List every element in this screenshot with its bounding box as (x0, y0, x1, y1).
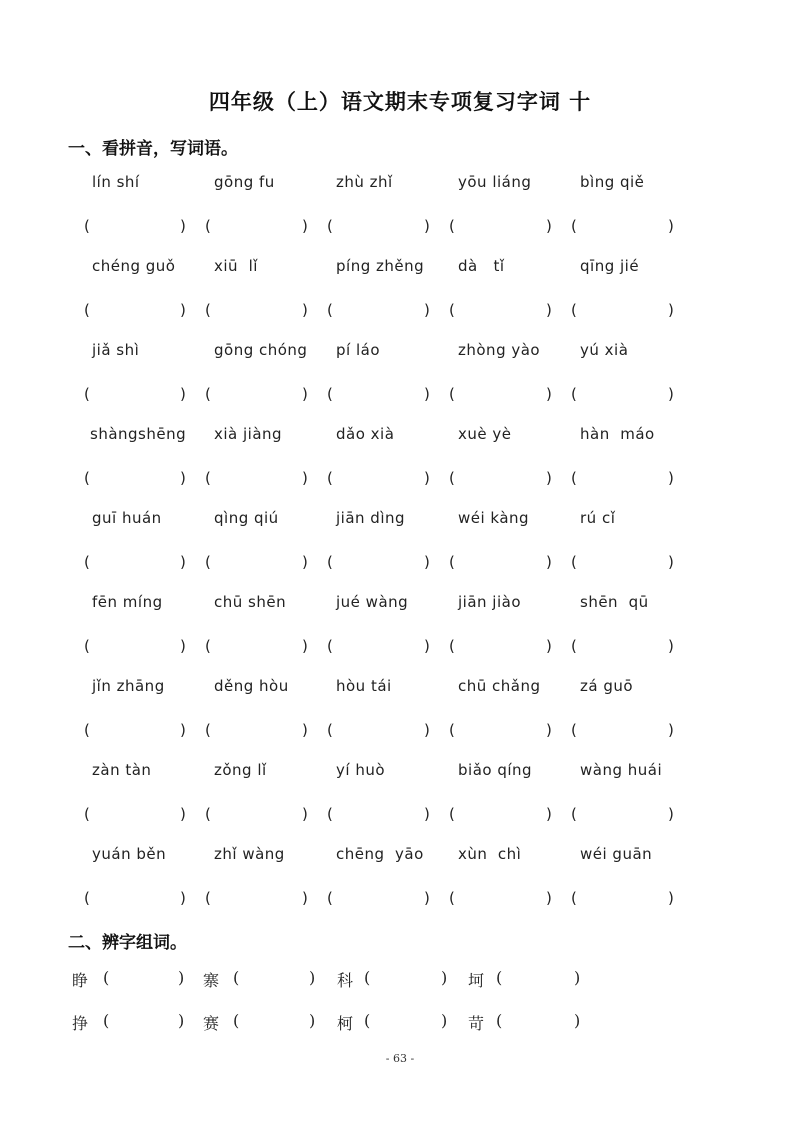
pinyin-prompt: xùn chì (458, 845, 522, 863)
answer-blank-open-paren: ( (364, 1011, 371, 1030)
pinyin-prompt: qīng jié (580, 257, 640, 275)
answer-blank-close-paren: ) (574, 1011, 581, 1030)
answer-blank-open-paren: ( (84, 889, 90, 907)
answer-blank-close-paren: ) (424, 385, 430, 403)
pinyin-prompt: wàng huái (580, 761, 663, 779)
answer-blank-close-paren: ) (546, 301, 552, 319)
character-prompt: 寨 (203, 971, 220, 990)
answer-blank-close-paren: ) (180, 553, 186, 571)
answer-blank-open-paren: ( (103, 968, 110, 987)
answer-blank-open-paren: ( (449, 805, 455, 823)
answer-blank-close-paren: ) (302, 469, 308, 487)
answer-blank-open-paren: ( (205, 217, 211, 235)
answer-blank-close-paren: ) (546, 637, 552, 655)
answer-blank-open-paren: ( (327, 385, 333, 403)
pinyin-prompt: děng hòu (214, 677, 289, 695)
answer-blank-close-paren: ) (302, 385, 308, 403)
answer-blank-open-paren: ( (84, 469, 90, 487)
answer-blank-close-paren: ) (302, 217, 308, 235)
pinyin-prompt: pí láo (336, 341, 380, 359)
answer-blank-open-paren: ( (449, 637, 455, 655)
pinyin-prompt: hòu tái (336, 677, 392, 695)
pinyin-prompt: chēng yāo (336, 845, 424, 863)
answer-blank-close-paren: ) (424, 721, 430, 739)
answer-blank-close-paren: ) (180, 301, 186, 319)
answer-blank-open-paren: ( (571, 385, 577, 403)
answer-blank-open-paren: ( (449, 889, 455, 907)
answer-blank-close-paren: ) (309, 1011, 316, 1030)
pinyin-prompt: hàn máo (580, 425, 655, 443)
pinyin-prompt: rú cǐ (580, 509, 616, 527)
answer-blank-close-paren: ) (424, 301, 430, 319)
answer-blank-open-paren: ( (364, 968, 371, 987)
pinyin-prompt: guī huán (92, 509, 162, 527)
pinyin-prompt: jiǎ shì (92, 341, 140, 359)
answer-blank-close-paren: ) (180, 889, 186, 907)
answer-blank-open-paren: ( (327, 469, 333, 487)
answer-blank-close-paren: ) (302, 889, 308, 907)
answer-blank-close-paren: ) (668, 889, 674, 907)
pinyin-prompt: shàngshēng (90, 425, 187, 443)
answer-blank-close-paren: ) (178, 1011, 185, 1030)
answer-blank-close-paren: ) (668, 721, 674, 739)
answer-blank-open-paren: ( (449, 301, 455, 319)
answer-blank-open-paren: ( (327, 889, 333, 907)
answer-blank-open-paren: ( (571, 301, 577, 319)
pinyin-prompt: xiū lǐ (214, 257, 258, 275)
pinyin-prompt: chéng guǒ (92, 257, 176, 275)
answer-blank-close-paren: ) (302, 637, 308, 655)
answer-blank-close-paren: ) (180, 805, 186, 823)
answer-blank-close-paren: ) (546, 805, 552, 823)
answer-blank-open-paren: ( (327, 217, 333, 235)
answer-blank-open-paren: ( (571, 637, 577, 655)
pinyin-prompt: gōng chóng (214, 341, 308, 359)
answer-blank-open-paren: ( (205, 553, 211, 571)
answer-blank-close-paren: ) (424, 889, 430, 907)
answer-blank-close-paren: ) (668, 385, 674, 403)
answer-blank-open-paren: ( (205, 469, 211, 487)
answer-blank-open-paren: ( (327, 721, 333, 739)
answer-blank-close-paren: ) (546, 385, 552, 403)
answer-blank-close-paren: ) (180, 469, 186, 487)
answer-blank-open-paren: ( (571, 805, 577, 823)
answer-blank-close-paren: ) (441, 968, 448, 987)
answer-blank-open-paren: ( (84, 805, 90, 823)
answer-blank-close-paren: ) (309, 968, 316, 987)
answer-blank-close-paren: ) (424, 805, 430, 823)
pinyin-prompt: yōu liáng (458, 173, 532, 191)
answer-blank-open-paren: ( (84, 385, 90, 403)
answer-blank-close-paren: ) (424, 217, 430, 235)
answer-blank-close-paren: ) (546, 469, 552, 487)
character-prompt: 苛 (468, 1014, 485, 1033)
pinyin-prompt: gōng fu (214, 173, 275, 191)
answer-blank-open-paren: ( (327, 553, 333, 571)
pinyin-prompt: zǒng lǐ (214, 761, 267, 779)
section-2-heading: 二、辨字组词。 (68, 933, 187, 953)
answer-blank-close-paren: ) (668, 805, 674, 823)
answer-blank-open-paren: ( (571, 469, 577, 487)
answer-blank-open-paren: ( (449, 385, 455, 403)
pinyin-prompt: píng zhěng (336, 257, 425, 275)
answer-blank-close-paren: ) (668, 553, 674, 571)
pinyin-prompt: jiān jiào (458, 593, 522, 611)
answer-blank-open-paren: ( (496, 968, 503, 987)
answer-blank-open-paren: ( (449, 721, 455, 739)
section-1-heading: 一、看拼音，写词语。 (68, 139, 238, 159)
answer-blank-close-paren: ) (302, 553, 308, 571)
answer-blank-open-paren: ( (205, 385, 211, 403)
pinyin-prompt: dǎo xià (336, 425, 395, 443)
answer-blank-open-paren: ( (84, 553, 90, 571)
character-prompt: 柯 (337, 1014, 354, 1033)
pinyin-prompt: jǐn zhāng (92, 677, 165, 695)
pinyin-prompt: zhù zhǐ (336, 173, 393, 191)
answer-blank-close-paren: ) (424, 553, 430, 571)
answer-blank-close-paren: ) (178, 968, 185, 987)
character-prompt: 赛 (203, 1014, 220, 1033)
answer-blank-open-paren: ( (84, 637, 90, 655)
answer-blank-close-paren: ) (668, 637, 674, 655)
answer-blank-close-paren: ) (302, 301, 308, 319)
page-number: - 63 - (385, 1052, 415, 1065)
answer-blank-open-paren: ( (205, 889, 211, 907)
answer-blank-open-paren: ( (84, 217, 90, 235)
answer-blank-close-paren: ) (302, 721, 308, 739)
character-prompt: 睁 (72, 971, 89, 990)
pinyin-prompt: bìng qiě (580, 173, 645, 191)
pinyin-prompt: zàn tàn (92, 761, 152, 779)
pinyin-prompt: chū chǎng (458, 677, 541, 695)
answer-blank-open-paren: ( (571, 553, 577, 571)
answer-blank-close-paren: ) (546, 553, 552, 571)
pinyin-prompt: shēn qū (580, 593, 649, 611)
answer-blank-close-paren: ) (668, 217, 674, 235)
answer-blank-close-paren: ) (180, 721, 186, 739)
answer-blank-close-paren: ) (180, 637, 186, 655)
answer-blank-close-paren: ) (441, 1011, 448, 1030)
answer-blank-open-paren: ( (84, 301, 90, 319)
pinyin-prompt: zhòng yào (458, 341, 541, 359)
answer-blank-open-paren: ( (205, 721, 211, 739)
answer-blank-open-paren: ( (496, 1011, 503, 1030)
answer-blank-close-paren: ) (180, 217, 186, 235)
pinyin-prompt: jué wàng (336, 593, 409, 611)
character-prompt: 坷 (468, 971, 485, 990)
answer-blank-open-paren: ( (449, 469, 455, 487)
answer-blank-close-paren: ) (546, 217, 552, 235)
pinyin-prompt: zhǐ wàng (214, 845, 285, 863)
pinyin-prompt: chū shēn (214, 593, 287, 611)
page-title: 四年级（上）语文期末专项复习字词 十 (208, 89, 592, 114)
answer-blank-close-paren: ) (668, 469, 674, 487)
pinyin-prompt: biǎo qíng (458, 761, 533, 779)
pinyin-prompt: fēn míng (92, 593, 163, 611)
character-prompt: 科 (337, 971, 354, 990)
answer-blank-open-paren: ( (449, 553, 455, 571)
character-prompt: 挣 (72, 1014, 89, 1033)
answer-blank-open-paren: ( (205, 637, 211, 655)
answer-blank-open-paren: ( (449, 217, 455, 235)
answer-blank-open-paren: ( (327, 301, 333, 319)
answer-blank-open-paren: ( (327, 637, 333, 655)
answer-blank-open-paren: ( (571, 721, 577, 739)
answer-blank-close-paren: ) (574, 968, 581, 987)
answer-blank-close-paren: ) (180, 385, 186, 403)
answer-blank-open-paren: ( (571, 889, 577, 907)
answer-blank-open-paren: ( (571, 217, 577, 235)
pinyin-prompt: zá guō (580, 677, 634, 695)
pinyin-prompt: wéi kàng (458, 509, 530, 527)
answer-blank-close-paren: ) (668, 301, 674, 319)
pinyin-prompt: yí huò (336, 761, 386, 779)
pinyin-prompt: lín shí (92, 173, 140, 191)
answer-blank-open-paren: ( (103, 1011, 110, 1030)
answer-blank-open-paren: ( (327, 805, 333, 823)
pinyin-prompt: yú xià (580, 341, 629, 359)
answer-blank-close-paren: ) (424, 637, 430, 655)
pinyin-prompt: qìng qiú (214, 509, 279, 527)
answer-blank-open-paren: ( (205, 805, 211, 823)
pinyin-prompt: xuè yè (458, 425, 512, 443)
answer-blank-open-paren: ( (233, 968, 240, 987)
answer-blank-close-paren: ) (424, 469, 430, 487)
answer-blank-open-paren: ( (233, 1011, 240, 1030)
answer-blank-close-paren: ) (546, 721, 552, 739)
pinyin-prompt: wéi guān (580, 845, 653, 863)
pinyin-prompt: xià jiàng (214, 425, 283, 443)
answer-blank-open-paren: ( (205, 301, 211, 319)
answer-blank-close-paren: ) (302, 805, 308, 823)
pinyin-prompt: dà tǐ (458, 257, 505, 275)
answer-blank-open-paren: ( (84, 721, 90, 739)
answer-blank-close-paren: ) (546, 889, 552, 907)
pinyin-prompt: jiān dìng (336, 509, 406, 527)
pinyin-prompt: yuán běn (92, 845, 167, 863)
